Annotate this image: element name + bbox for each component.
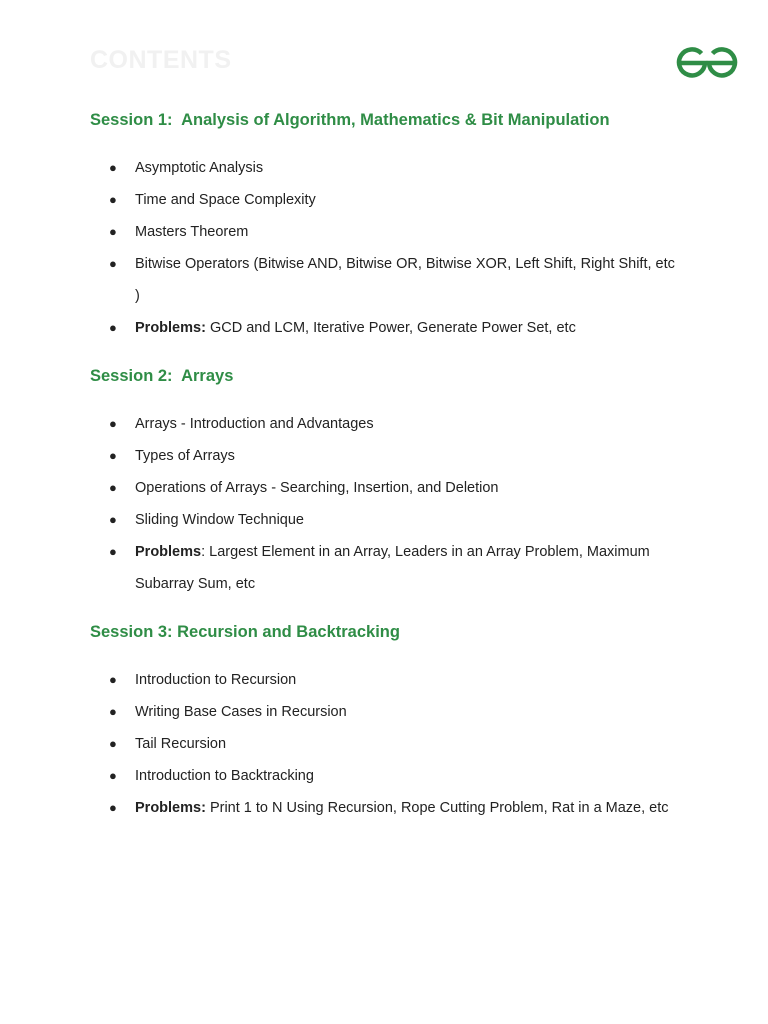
item-text: Bitwise Operators (Bitwise AND, Bitwise OR, Bitwise XOR, Left Shift, Right Shift, etc ) [135,256,675,304]
item-bold-label: Problems [135,544,202,560]
bullet-icon: ● [109,736,117,751]
item-text: Writing Base Cases in Recursion [135,704,347,720]
list-item [90,536,675,600]
bullet-icon: ● [109,224,117,239]
session-heading: Session 2: Arrays [90,367,234,385]
bullet-icon: ● [109,416,117,431]
item-text: Operations of Arrays - Searching, Insertion, and Deletion [135,480,499,496]
bullet-icon: ● [109,544,117,559]
list-item [90,248,675,312]
list-item [90,728,675,760]
bullet-icon: ● [109,512,117,527]
item-text: Introduction to Recursion [135,672,297,688]
list-item [90,664,675,696]
list-item [90,152,675,184]
bullet-icon: ● [109,704,117,719]
list-item [90,472,675,504]
session-heading: Session 1: Analysis of Algorithm, Mathematics & Bit Manipulation [90,111,610,129]
list-item [90,792,675,824]
bullet-icon: ● [109,192,117,207]
bullet-icon: ● [109,160,117,175]
bullet-icon: ● [109,256,117,271]
list-item [90,696,675,728]
bullet-icon: ● [109,768,117,783]
bullet-icon: ● [109,320,117,335]
session-1-topic-list [90,152,675,344]
gfg-logo-icon [676,44,738,80]
bullet-icon: ● [109,672,117,687]
item-text: : Largest Element in an Array, Leaders in an Array Problem, Maximum Subarray Sum, etc [135,544,650,592]
bullet-icon: ● [109,800,117,815]
list-item [90,440,675,472]
bullet-icon: ● [109,480,117,495]
session-2 [90,365,710,592]
item-text: Arrays - Introduction and Advantages [135,416,374,432]
item-text: Introduction to Backtracking [135,768,314,784]
list-item [90,184,675,216]
bullet-icon: ● [109,448,117,463]
session-heading: Session 3: Recursion and Backtracking [90,623,400,641]
session-3 [90,621,710,816]
page-title: CONTENTS [90,46,232,74]
list-item [90,408,675,440]
session-3-topic-list [90,664,675,824]
item-bold-label: Problems: [135,320,206,336]
list-item [90,760,675,792]
item-text: Print 1 to N Using Recursion, Rope Cutting Problem, Rat in a Maze, etc [205,800,669,816]
session-2-topic-list [90,408,675,600]
list-item [90,312,675,344]
item-text: Types of Arrays [135,448,235,464]
item-text: GCD and LCM, Iterative Power, Generate Power Set, etc [205,320,576,336]
list-item [90,504,675,536]
list-item [90,216,675,248]
item-text: Masters Theorem [135,224,249,240]
item-text: Tail Recursion [135,736,227,752]
item-bold-label: Problems: [135,800,206,816]
item-text: Asymptotic Analysis [135,160,264,176]
item-text: Time and Space Complexity [135,192,316,208]
session-1 [90,109,710,336]
item-text: Sliding Window Technique [135,512,305,528]
